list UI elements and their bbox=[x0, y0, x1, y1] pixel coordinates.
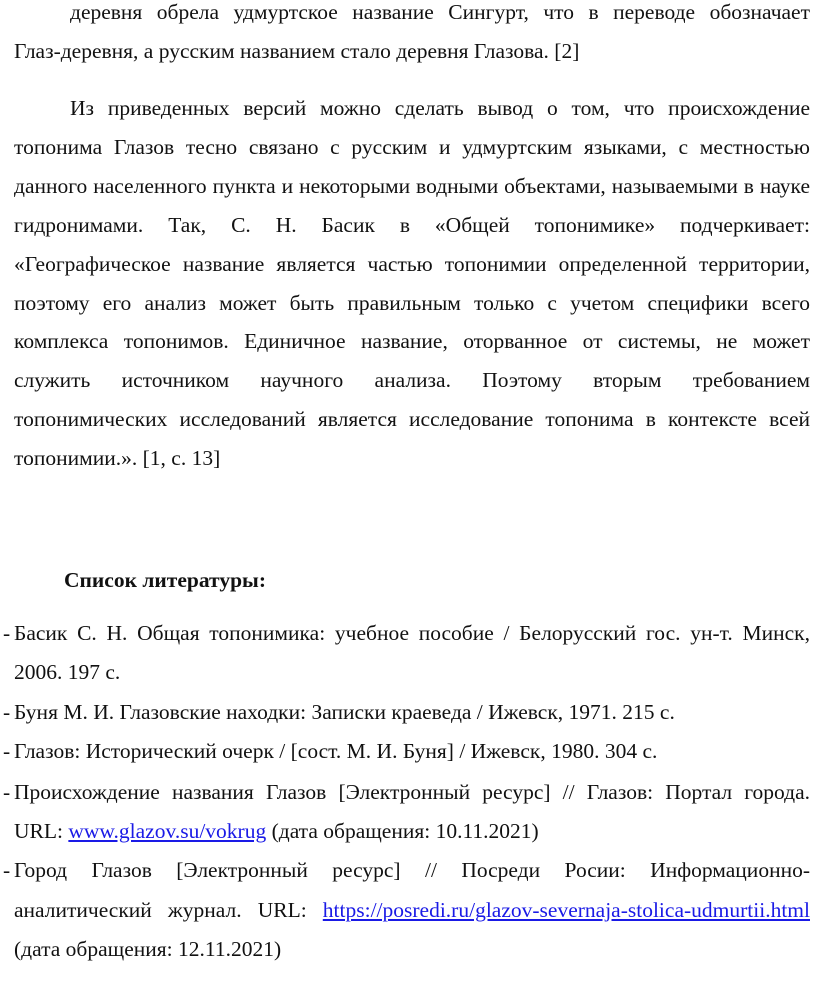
reference-text: Буня М. И. Глазовские находки: Записки краеведа / Ижевск, 1971. 215 с. bbox=[14, 699, 675, 724]
reference-item bbox=[3, 732, 810, 771]
list-bullet: - bbox=[3, 858, 11, 883]
list-bullet: - bbox=[3, 739, 11, 764]
paragraph-line: деревня обрела удмуртское название Сингурт, что в переводе обозначает bbox=[70, 0, 810, 24]
paragraph-line: Глаз-деревня, а русским названием стало деревня Глазова. [2] bbox=[14, 38, 580, 63]
paragraph-continuation bbox=[14, 0, 810, 71]
reference-text: Происхождение названия Глазов [Электронный ресурс] // Глазов: Портал города. URL: bbox=[14, 779, 810, 844]
reference-item bbox=[3, 851, 810, 969]
references-heading: Список литературы: bbox=[64, 568, 266, 592]
reference-text: (дата обращения: 10.11.2021) bbox=[266, 819, 539, 844]
reference-text: Глазов: Исторический очерк / [сост. М. И. Буня] / Ижевск, 1980. 304 с. bbox=[14, 739, 658, 764]
reference-text: Басик С. Н. Общая топонимика: учебное пособие / Белорусский гос. ун-т. Минск, 2006. 197 с. bbox=[14, 621, 810, 685]
paragraph-body bbox=[14, 89, 810, 478]
reference-item bbox=[3, 773, 810, 852]
reference-item bbox=[3, 693, 810, 732]
reference-text: (дата обращения: 12.11.2021) bbox=[14, 937, 282, 962]
reference-text: Город Глазов [Электронный ресурс] // Посреди Росии: Информационно-аналитический журнал. URL: bbox=[14, 858, 810, 922]
paragraph-text: Из приведенных версий можно сделать вывод о том, что происхождение топонима Глазов тесно связано с русским и удмуртским языками, с местностью данного населенного пункта и некоторыми водными объектами, называемыми в науке гидронимами. Так, С. Н. Басик в «Общей топонимике» подчеркивает: «Географическое название является частью топонимии определенной территории, поэтому его анализ может быть правильным только с учетом специфики всего комплекса топонимов. Единичное название, оторванное от системы, не может служить источником научного анализа. Поэтому вторым требованием топонимических исследований является исследование топонима в контексте всей топонимии.». [1, с. 13] bbox=[14, 96, 810, 471]
list-bullet: - bbox=[3, 779, 11, 804]
reference-item bbox=[3, 614, 810, 693]
list-bullet: - bbox=[3, 699, 11, 724]
references-list bbox=[3, 614, 810, 970]
reference-link[interactable]: https://posredi.ru/glazov-severnaja-stolica-udmurtii.html bbox=[322, 897, 810, 922]
reference-link[interactable]: www.glazov.su/vokrug bbox=[68, 819, 267, 844]
list-bullet: - bbox=[3, 621, 11, 645]
